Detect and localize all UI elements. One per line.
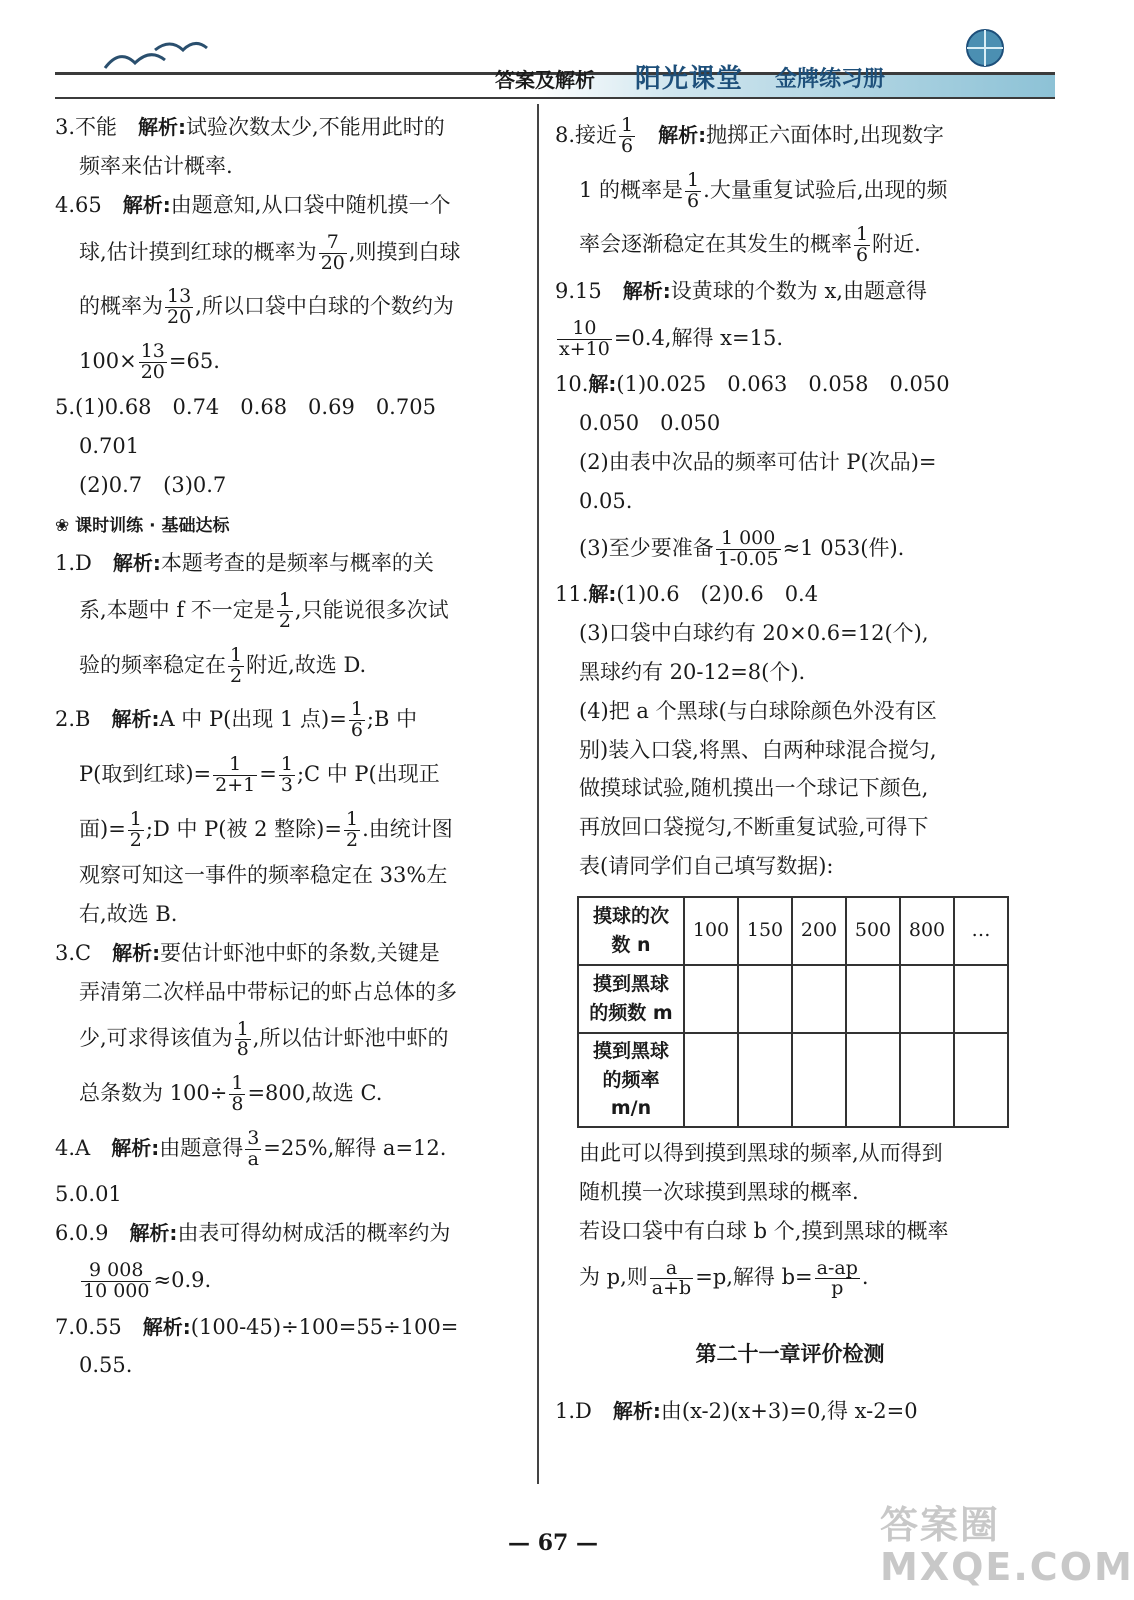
table-row: [578, 897, 1008, 965]
table-header-cell: 摸到黑球的频数 m: [578, 965, 684, 1033]
basic-answer-8: 8.接近 $\frac{1}{6}$ 解析:抛掷正六面体时,出现数字: [555, 114, 944, 157]
table-header-cell: 摸球的次数 n: [578, 897, 684, 965]
basic-answer-1: 1.D 解析:本题考查的是频率与概率的关: [55, 551, 434, 576]
watermark: 答案圈 MXQE.COM: [880, 1503, 1134, 1589]
table-cell: 500: [846, 897, 900, 965]
basic-answer-2: 2.B 解析:A 中 P(出现 1 点)= $\frac{1}{6}$ ;B 中: [55, 698, 418, 742]
globe-icon: [955, 18, 1015, 78]
page-number: — 67 —: [508, 1530, 598, 1556]
chapter-title: 第二十一章评价检测: [695, 1342, 885, 1367]
basic-answer-6: 6.0.9 解析:由表可得幼树成活的概率约为: [55, 1221, 451, 1246]
table-row: [578, 965, 1008, 1033]
header-brand-sub: 金牌练习册: [775, 67, 886, 92]
fraction: $\frac{13}{20}$: [140, 339, 165, 383]
header-brand: 阳光课堂: [635, 64, 744, 94]
basic-answer-5: 5.0.01: [55, 1182, 122, 1207]
chapter-answer-1: 1.D 解析:由(x-2)(x+3)=0,得 x-2=0: [555, 1398, 918, 1423]
column-divider: [537, 104, 539, 1484]
basic-answer-7: 7.0.55 解析:(100-45)÷100=55÷100=: [55, 1314, 459, 1339]
basic-answer-11: 11.解:(1)0.6 (2)0.6 0.4: [555, 582, 819, 607]
table-cell: 200: [792, 897, 846, 965]
table-cell: 150: [738, 897, 792, 965]
basic-answer-10: 10.解:(1)0.025 0.063 0.058 0.050: [555, 372, 950, 397]
answer-4: 4.65 解析:由题意知,从口袋中随机摸一个: [55, 192, 451, 217]
table-row: [578, 1033, 1008, 1127]
table-cell: 100: [684, 897, 738, 965]
basic-answer-9: 9.15 解析:设黄球的个数为 x,由题意得: [555, 278, 927, 303]
table-cell: 800: [900, 897, 954, 965]
section-title: ❀ 课时训练 · 基础达标: [55, 515, 230, 536]
answer-3: 3.不能 解析:试验次数太少,不能用此时的: [55, 115, 445, 139]
right-column: 8.接近 $\frac{1}{6}$ 解析:抛掷正六面体时,出现数字 1 的概率是 $\frac{1}{6}$ .大量重复试验后,出现的频 率会逐渐稳定在其发生的概率 $\frac{1}{6}$ 附近. 9.15 解析:设黄球的个数为 x,由题意得 $\frac{10}{x+10}$ =0.4,解得 x=15. 10.解:(1)0.025 0.063 0.058 0.050 0.050 0.050 (2)由表中次品的频率可估计 P(次品)= 0.05. (3)至少要准备 $\frac{1 000}{1-0.05}$ ≈1 053(件). 11.解:(1)0.6 (2)0.6 0.4 (3)口袋中白球约有 20×0.6=12(个), 黑球约有 20-12=8(个). (4)把 a 个黑球(与白球除颜色外没有区 别)装入口袋,将黑、白两种球混合搅匀, 做摸球试验,随机摸出一个球记下颜色, 再放回口袋搅匀,不断重复试验,可得下 表(请同学们自己填写数据): 摸球的次数 n 100 150 200 500 800 … 摸到黑球的频数 m 摸到黑球的频率 m/n 由此可以得到摸到黑球的频率,从而得到 随机摸一次球摸到黑球的概率. 若设口袋中有白球 b 个,摸到黑球的概率 为 p,则 $\frac{a}{a+b}$ =p,解得 b= $\frac{a-ap}{p}$ . 第二十一章评价检测 1.D 解析:由(x-2)(x+3)=0,得 x-2=0: [555, 108, 1025, 1431]
table-cell: …: [954, 897, 1008, 965]
header-answers-label: 答案及解析: [495, 68, 595, 92]
basic-answer-4: 4.A 解析:由题意得 $\frac{3}{a}$ =25%,解得 a=12.: [55, 1126, 447, 1170]
answer-5: 5.(1)0.68 0.74 0.68 0.69 0.705: [55, 395, 436, 420]
fraction: $\frac{13}{20}$: [167, 285, 192, 329]
page-header: [55, 18, 1055, 100]
table-header-cell: 摸到黑球的频率 m/n: [578, 1033, 684, 1127]
basic-answer-3: 3.C 解析:要估计虾池中虾的条数,关键是: [55, 940, 440, 965]
left-column: 3.不能 解析:试验次数太少,不能用此时的 频率来估计概率. 4.65 解析:由题意知,从口袋中随机摸一个 球,估计摸到红球的概率为 $\frac{7}{20}$ ,则摸到白球 的概率为 $\frac{13}{20}$ ,所以口袋中白球的个数约为 100× $\frac{13}{20}$ =65. 5.(1)0.68 0.74 0.68 0.69 0.705 0.701 (2)0.7 (3)0.7 ❀ 课时训练 · 基础达标 1.D 解析:本题考查的是频率与概率的关 系,本题中 f 不一定是 $\frac{1}{2}$ ,只能说很多次试 验的频率稳定在 $\frac{1}{2}$ 附近,故选 D. 2.B 解析:A 中 P(出现 1 点)= $\frac{1}{6}$ ;B 中 P(取到红球)= $\frac{1}{2+1}$ = $\frac{1}{3}$ ;C 中 P(出现正 面)= $\frac{1}{2}$ ;D 中 P(被 2 整除)= $\frac{1}{2}$ .由统计图 观察可知这一事件的频率稳定在 33%左 右,故选 B. 3.C 解析:要估计虾池中虾的条数,关键是 弄清第二次样品中带标记的虾占总体的多 少,可求得该值为 $\frac{1}{8}$ ,所以估计虾池中虾的 总条数为 100÷ $\frac{1}{8}$ =800,故选 C. 4.A 解析:由题意得 $\frac{3}{a}$ =25%,解得 a=12. 5.0.01 6.0.9 解析:由表可得幼树成活的概率约为 $\frac{9 008}{10 000}$ ≈0.9. 7.0.55 解析:(100-45)÷100=55÷100= 0.55.: [55, 108, 525, 1385]
fraction: $\frac{7}{20}$: [320, 230, 345, 274]
data-table: [577, 896, 1009, 1128]
